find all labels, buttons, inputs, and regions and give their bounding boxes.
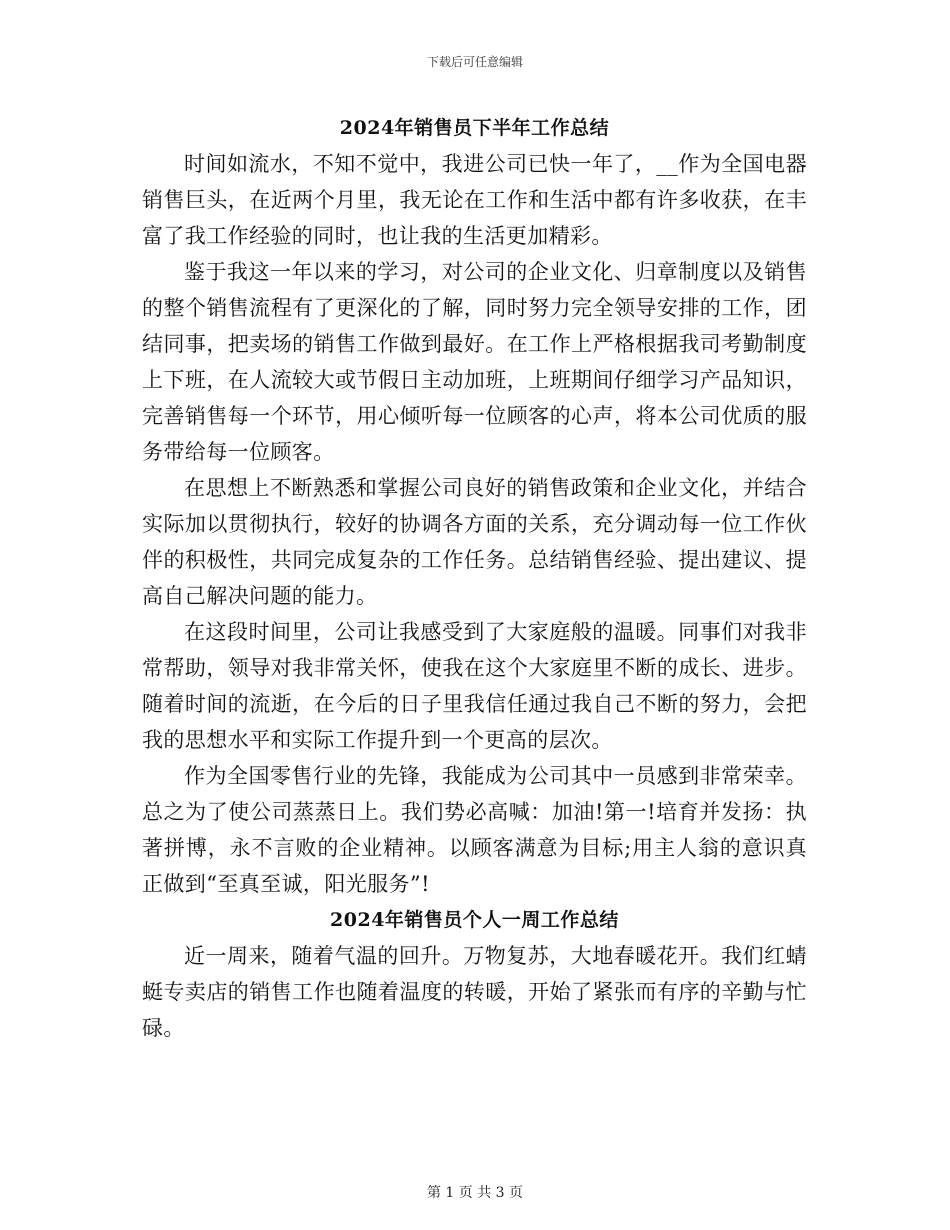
section-title-1: 2024年销售员下半年工作总结 <box>339 117 610 139</box>
paragraph: 近一周来，随着气温的回升。万物复苏，大地春暖花开。我们红蜻蜓专卖店的销售工作也随着温度的转暖，开始了紧张而有序的辛勤与忙碌。 <box>142 944 807 1040</box>
paragraph: 在这段时间里，公司让我感受到了大家庭般的温暖。同事们对我非常帮助，领导对我非常关怀，使我在这个大家庭里不断的成长、进步。随着时间的流逝，在今后的日子里我信任通过我自己不断的努力，会把我的思想水平和实际工作提升到一个更高的层次。 <box>142 620 807 752</box>
page-header: 下载后可任意编辑 <box>426 55 523 69</box>
document-body <box>142 110 807 1046</box>
paragraph: 在思想上不断熟悉和掌握公司良好的销售政策和企业文化，并结合实际加以贯彻执行，较好的协调各方面的关系，充分调动每一位工作伙伴的积极性，共同完成复杂的工作任务。总结销售经验、提出建议、提高自己解决问题的能力。 <box>142 476 807 608</box>
paragraph: 时间如流水，不知不觉中，我进公司已快一年了，__作为全国电器销售巨头，在近两个月里，我无论在工作和生活中都有许多收获，在丰富了我工作经验的同时，也让我的生活更加精彩。 <box>142 152 807 248</box>
paragraph: 作为全国零售行业的先锋，我能成为公司其中一员感到非常荣幸。总之为了使公司蒸蒸日上。我们势必高喊：加油!第一!培育并发扬：执著拼博，永不言败的企业精神。以顾客满意为目标;用主人翁的意识真正做到“至真至诚，阳光服务”! <box>142 764 807 896</box>
page-number: 第 1 页 共 3 页 <box>426 1185 524 1201</box>
section-title-2: 2024年销售员个人一周工作总结 <box>330 909 619 931</box>
paragraph: 鉴于我这一年以来的学习，对公司的企业文化、归章制度以及销售的整个销售流程有了更深化的了解，同时努力完全领导安排的工作，团结同事，把卖场的销售工作做到最好。在工作上严格根据我司考勤制度上下班，在人流较大或节假日主动加班，上班期间仔细学习产品知识，完善销售每一个环节，用心倾听每一位顾客的心声，将本公司优质的服务带给每一位顾客。 <box>142 260 807 464</box>
